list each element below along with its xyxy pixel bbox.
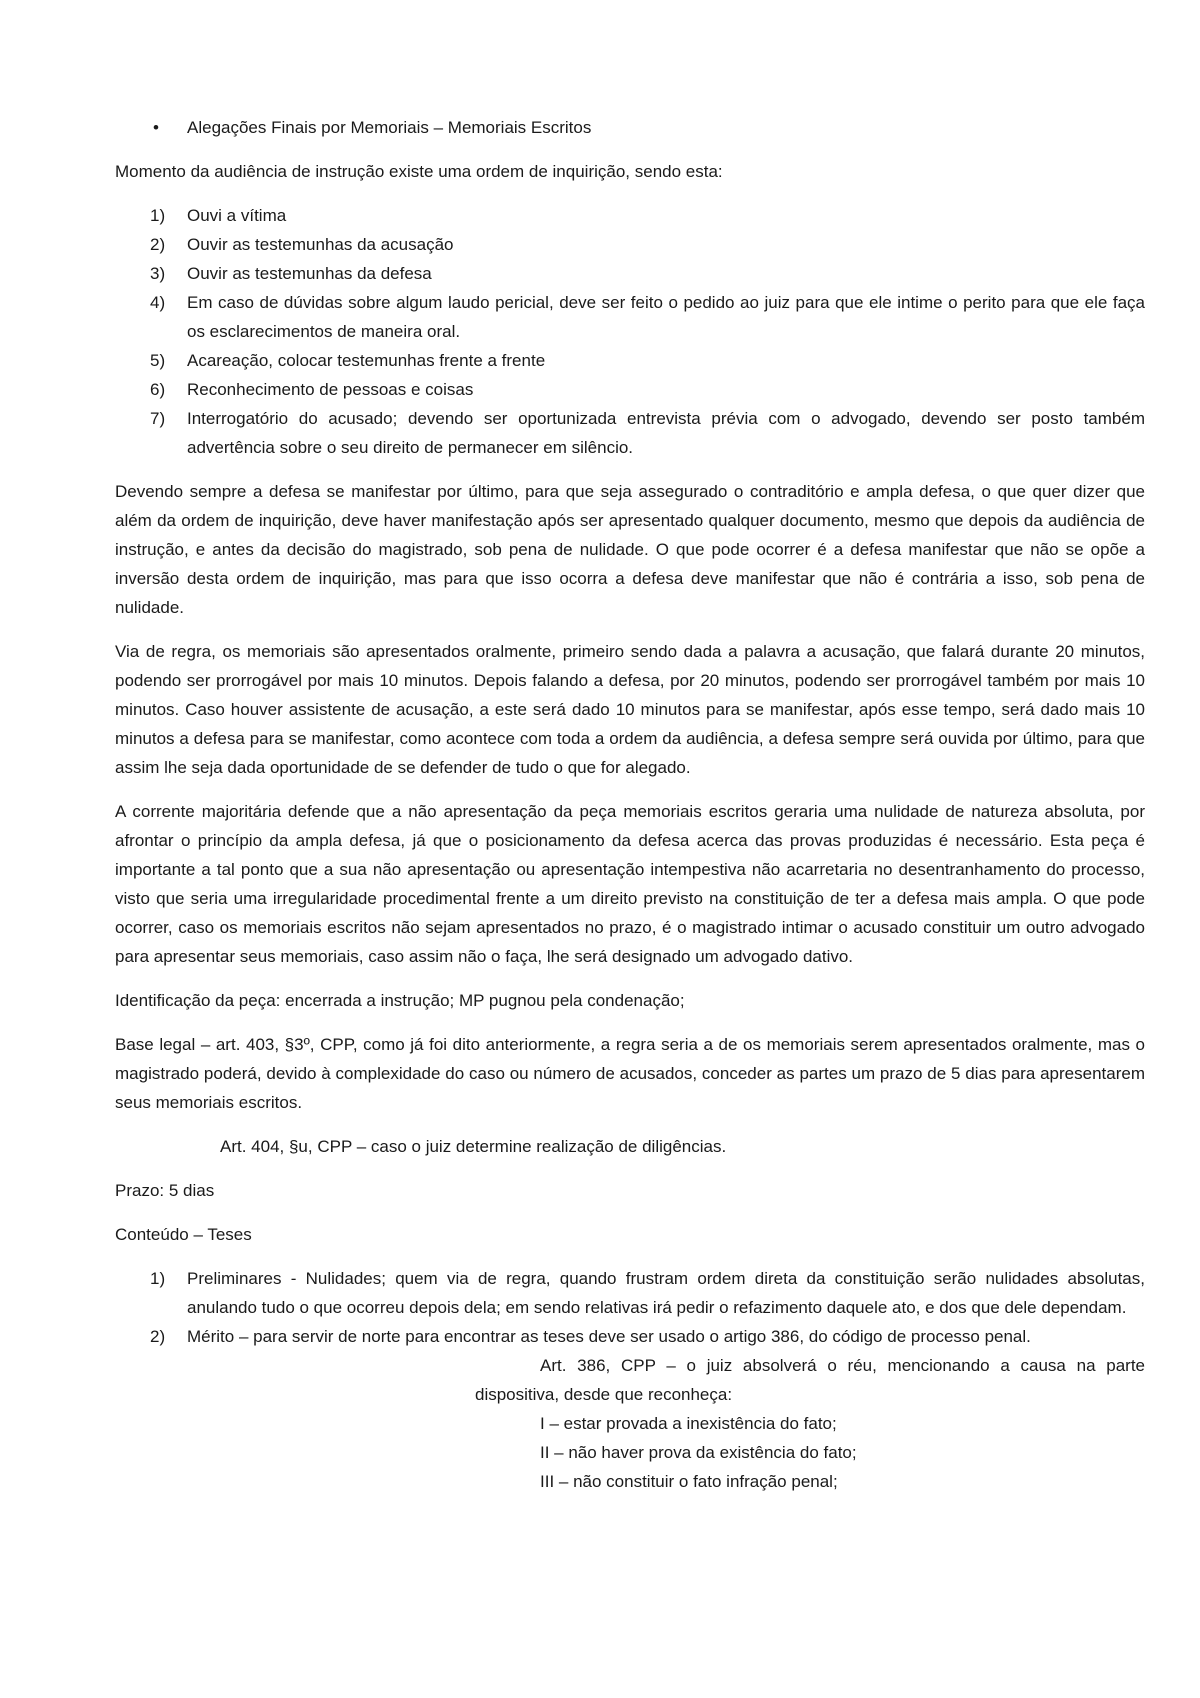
list-item [115, 230, 1145, 259]
list-number: 5) [150, 351, 166, 370]
intro-paragraph: Momento da audiência de instrução existe uma ordem de inquirição, sendo esta: [115, 162, 723, 181]
paragraph-base-legal: Base legal – art. 403, §3º, CPP, como já foi dito anteriormente, a regra seria a de os memoriais serem apresentados oralmente, mas o magistrado poderá, devido à complexidade do caso ou número de acusados, conceder as partes um prazo de 5 dias para apresentarem seus memoriais escritos. [115, 1035, 1145, 1112]
list-item [115, 288, 1145, 346]
quote-item: II – não haver prova da existência do fato; [540, 1443, 857, 1462]
list-item-text: Mérito – para servir de norte para encontrar as teses deve ser usado o artigo 386, do código de processo penal. [187, 1327, 1031, 1346]
paragraph-corrente-majoritaria: A corrente majoritária defende que a não apresentação da peça memoriais escritos geraria uma nulidade de natureza absoluta, por afrontar o princípio da ampla defesa, já que o posicionamento da defesa acerca das provas produzidas é necessário. Esta peça é importante a tal ponto que a sua não apresentação ou apresentação intempestiva não acarretaria no desentranhamento do processo, visto que seria uma irregularidade procedimental frente a um direito previsto na constituição de ter a defesa mais ampla. O que pode ocorrer, caso os memoriais escritos não sejam apresentados no prazo, é o magistrado intimar o acusado constituir um outro advogado para apresentar seus memoriais, caso assim não o faça, lhe será designado um advogado dativo. [115, 802, 1145, 966]
list-number: 2) [150, 1327, 166, 1346]
list-number: 7) [150, 409, 166, 428]
list-item-text: Acareação, colocar testemunhas frente a frente [187, 351, 546, 370]
art-386-quote [475, 1351, 1145, 1496]
quote-item: I – estar provada a inexistência do fato; [540, 1414, 837, 1433]
list-number: 2) [150, 235, 166, 254]
list-item [115, 201, 1145, 230]
list-item-text: Em caso de dúvidas sobre algum laudo pericial, deve ser feito o pedido ao juiz para que ele intime o perito para que ele faça os esclarecimentos de maneira oral. [187, 293, 1145, 341]
list-item-text: Ouvi a vítima [187, 206, 287, 225]
document-body [115, 113, 1145, 1496]
bullet-heading-text: Alegações Finais por Memoriais – Memoriais Escritos [187, 118, 592, 137]
list-item-text: Preliminares - Nulidades; quem via de regra, quando frustram ordem direta da constituição serão nulidades absolutas, anulando tudo o que ocorreu depois dela; em sendo relativas irá pedir o refazimento daquele ato, e dos que dele dependam. [187, 1269, 1145, 1317]
quote-item: III – não constituir o fato infração penal; [540, 1472, 838, 1491]
list-item-text: Reconhecimento de pessoas e coisas [187, 380, 474, 399]
paragraph-via-de-regra: Via de regra, os memoriais são apresentados oralmente, primeiro sendo dada a palavra a acusação, que falará durante 20 minutos, podendo ser prorrogável por mais 10 minutos. Depois falando a defesa, por 20 minutos, podendo ser prorrogável também por mais 10 minutos. Caso houver assistente de acusação, a este será dado 10 minutos para se manifestar, após esse tempo, será dado mais 10 minutos a defesa para se manifestar, como acontece com toda a ordem da audiência, a defesa sempre será ouvida por último, para que assim lhe seja dada oportunidade de se defender de tudo o que for alegado. [115, 642, 1145, 777]
list-item [115, 346, 1145, 375]
list-number: 1) [150, 206, 166, 225]
theses-list [115, 1264, 1145, 1351]
list-item-text: Ouvir as testemunhas da defesa [187, 264, 432, 283]
list-item [115, 404, 1145, 462]
paragraph-defesa-ultimo: Devendo sempre a defesa se manifestar por último, para que seja assegurado o contraditório e ampla defesa, o que quer dizer que além da ordem de inquirição, deve haver manifestação após ser apresentado qualquer documento, mesmo que depois da audiência de instrução, e antes da decisão do magistrado, sob pena de nulidade. O que pode ocorrer é a defesa manifestar que não se opõe a inversão desta ordem de inquirição, mas para que isso ocorra a defesa deve manifestar que não é contrária a isso, sob pena de nulidade. [115, 482, 1145, 617]
list-item [115, 1322, 1145, 1351]
list-number: 4) [150, 293, 166, 312]
bullet-dot: • [153, 118, 159, 137]
list-item-text: Ouvir as testemunhas da acusação [187, 235, 454, 254]
paragraph-art-404: Art. 404, §u, CPP – caso o juiz determine realização de diligências. [220, 1137, 727, 1156]
paragraph-conteudo: Conteúdo – Teses [115, 1225, 252, 1244]
list-number: 3) [150, 264, 166, 283]
paragraph-identificacao: Identificação da peça: encerrada a instrução; MP pugnou pela condenação; [115, 991, 685, 1010]
paragraph-prazo: Prazo: 5 dias [115, 1181, 215, 1200]
list-item-text: Interrogatório do acusado; devendo ser oportunizada entrevista prévia com o advogado, devendo ser posto também advertência sobre o seu direito de permanecer em silêncio. [187, 409, 1145, 457]
list-number: 1) [150, 1269, 166, 1288]
quote-intro: Art. 386, CPP – o juiz absolverá o réu, mencionando a causa na parte dispositiva, desde que reconheça: [475, 1356, 1145, 1404]
list-item [115, 259, 1145, 288]
list-item [115, 375, 1145, 404]
inquiry-order-list [115, 201, 1145, 462]
bullet-heading [115, 113, 1145, 142]
list-item [115, 1264, 1145, 1322]
list-number: 6) [150, 380, 166, 399]
